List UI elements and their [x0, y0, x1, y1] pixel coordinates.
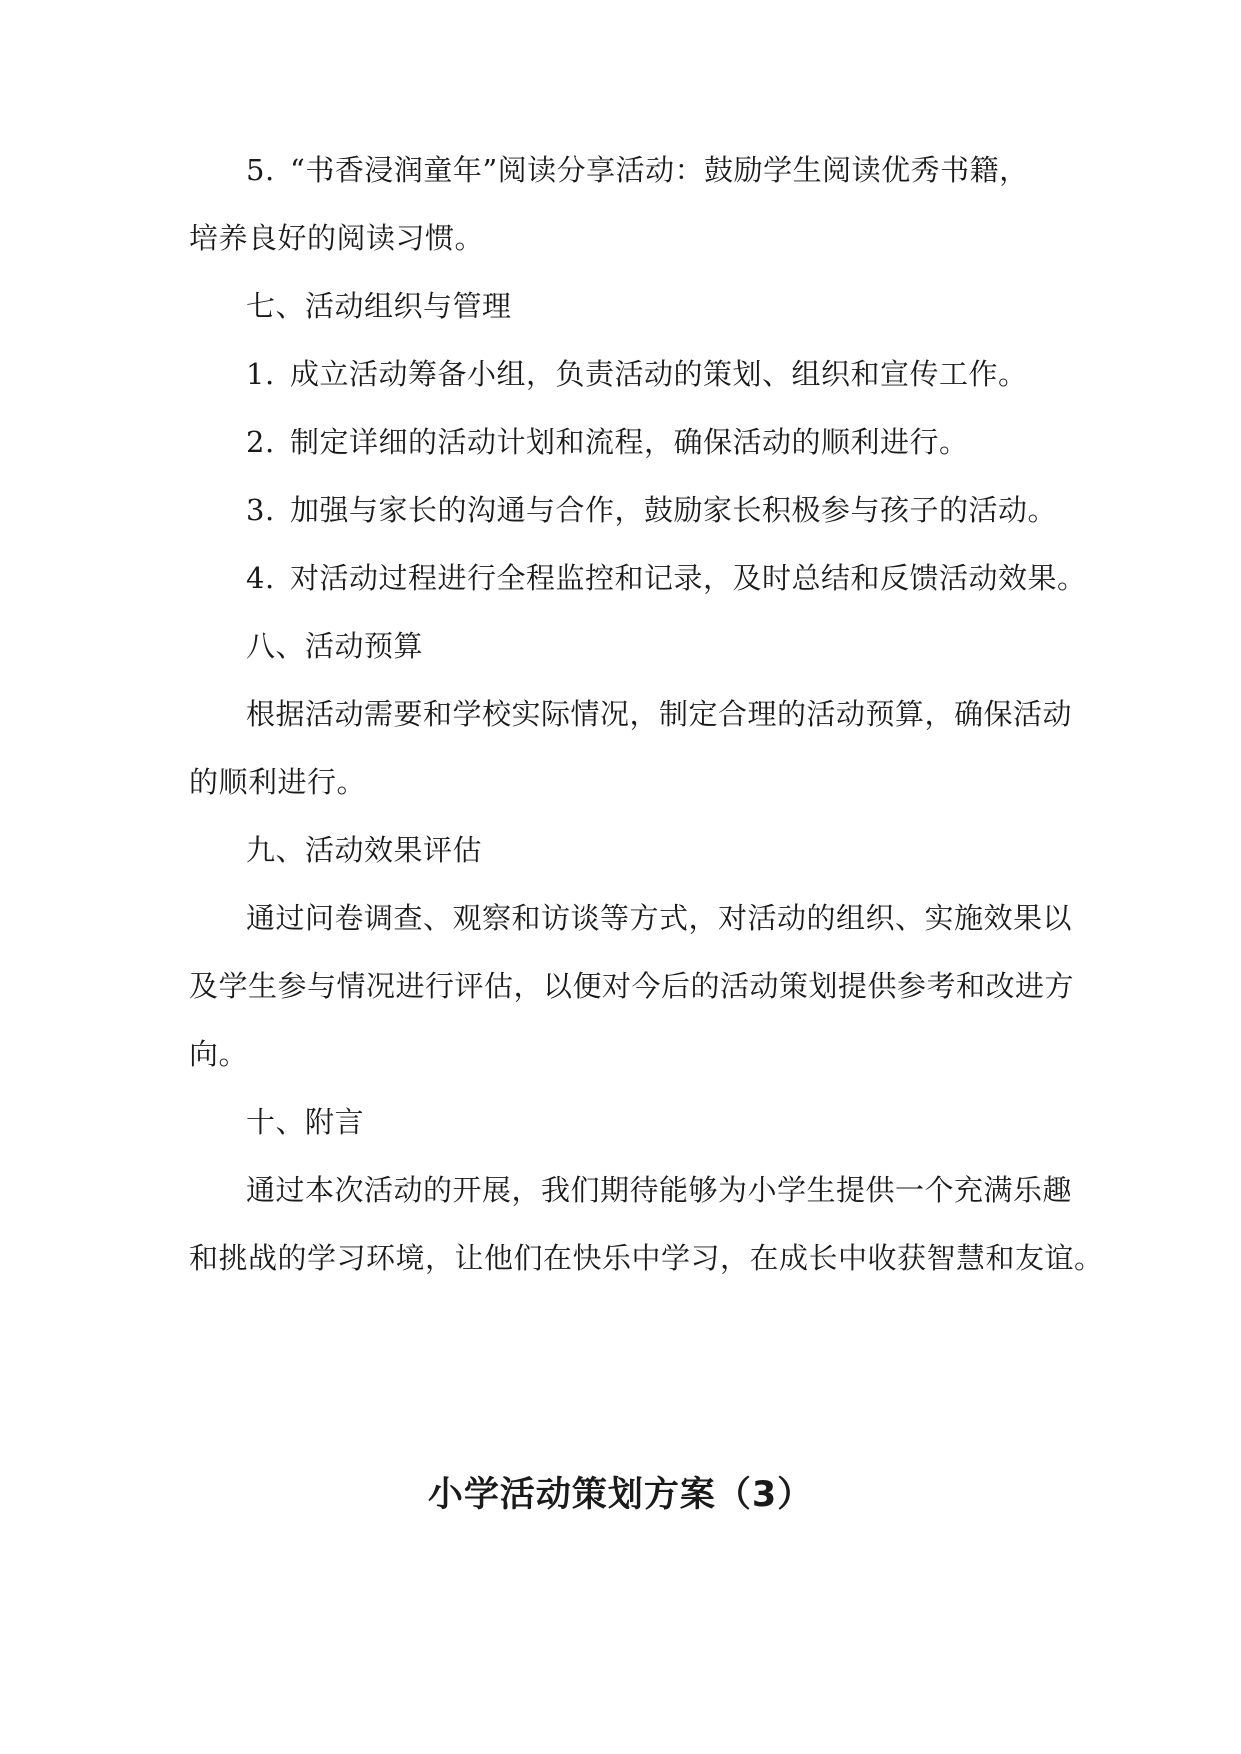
section-9-paragraph-line-3: 向。 [189, 1037, 249, 1071]
section-10-heading: 十、附言 [246, 1105, 365, 1139]
section-10-paragraph-line-1: 通过本次活动的开展，我们期待能够为小学生提供一个充满乐趣 [246, 1173, 1073, 1207]
item-4-number: 4. [246, 561, 275, 595]
section-10-paragraph-line-2: 和挑战的学习环境，让他们在快乐中学习，在成长中收获智慧和友谊。 [189, 1241, 1104, 1275]
item-1-text: 成立活动筹备小组，负责活动的策划、组织和宣传工作。 [290, 357, 1028, 391]
section-7-item-3 [246, 490, 1057, 530]
item-5-line-1 [246, 150, 1029, 190]
item-3-number: 3. [246, 493, 275, 527]
item-5-text: “书香浸润童年”阅读分享活动：鼓励学生阅读优秀书籍， [290, 153, 1029, 187]
section-7-item-1 [246, 354, 1028, 394]
section-8-heading: 八、活动预算 [246, 629, 424, 663]
section-8-paragraph-line-2: 的顺利进行。 [189, 765, 367, 799]
section-9-paragraph-line-2: 及学生参与情况进行评估，以便对今后的活动策划提供参考和改进方 [189, 969, 1075, 1003]
item-3-text: 加强与家长的沟通与合作，鼓励家长积极参与孩子的活动。 [290, 493, 1058, 527]
section-9-paragraph-line-1: 通过问卷调查、观察和访谈等方式，对活动的组织、实施效果以 [246, 901, 1073, 935]
section-9-heading: 九、活动效果评估 [246, 833, 483, 867]
section-8-paragraph-line-1: 根据活动需要和学校实际情况，制定合理的活动预算，确保活动 [246, 697, 1073, 731]
item-5-line-2: 培养良好的阅读习惯。 [189, 221, 485, 255]
section-7-item-4 [246, 558, 1087, 598]
item-5-number: 5. [246, 153, 275, 187]
item-2-text: 制定详细的活动计划和流程，确保活动的顺利进行。 [290, 425, 969, 459]
item-4-text: 对活动过程进行全程监控和记录，及时总结和反馈活动效果。 [290, 561, 1087, 595]
item-2-number: 2. [246, 425, 275, 459]
document-title: 小学活动策划方案（3） [427, 1475, 814, 1515]
item-1-number: 1. [246, 357, 275, 391]
section-7-heading: 七、活动组织与管理 [246, 289, 512, 323]
section-7-item-2 [246, 422, 969, 462]
